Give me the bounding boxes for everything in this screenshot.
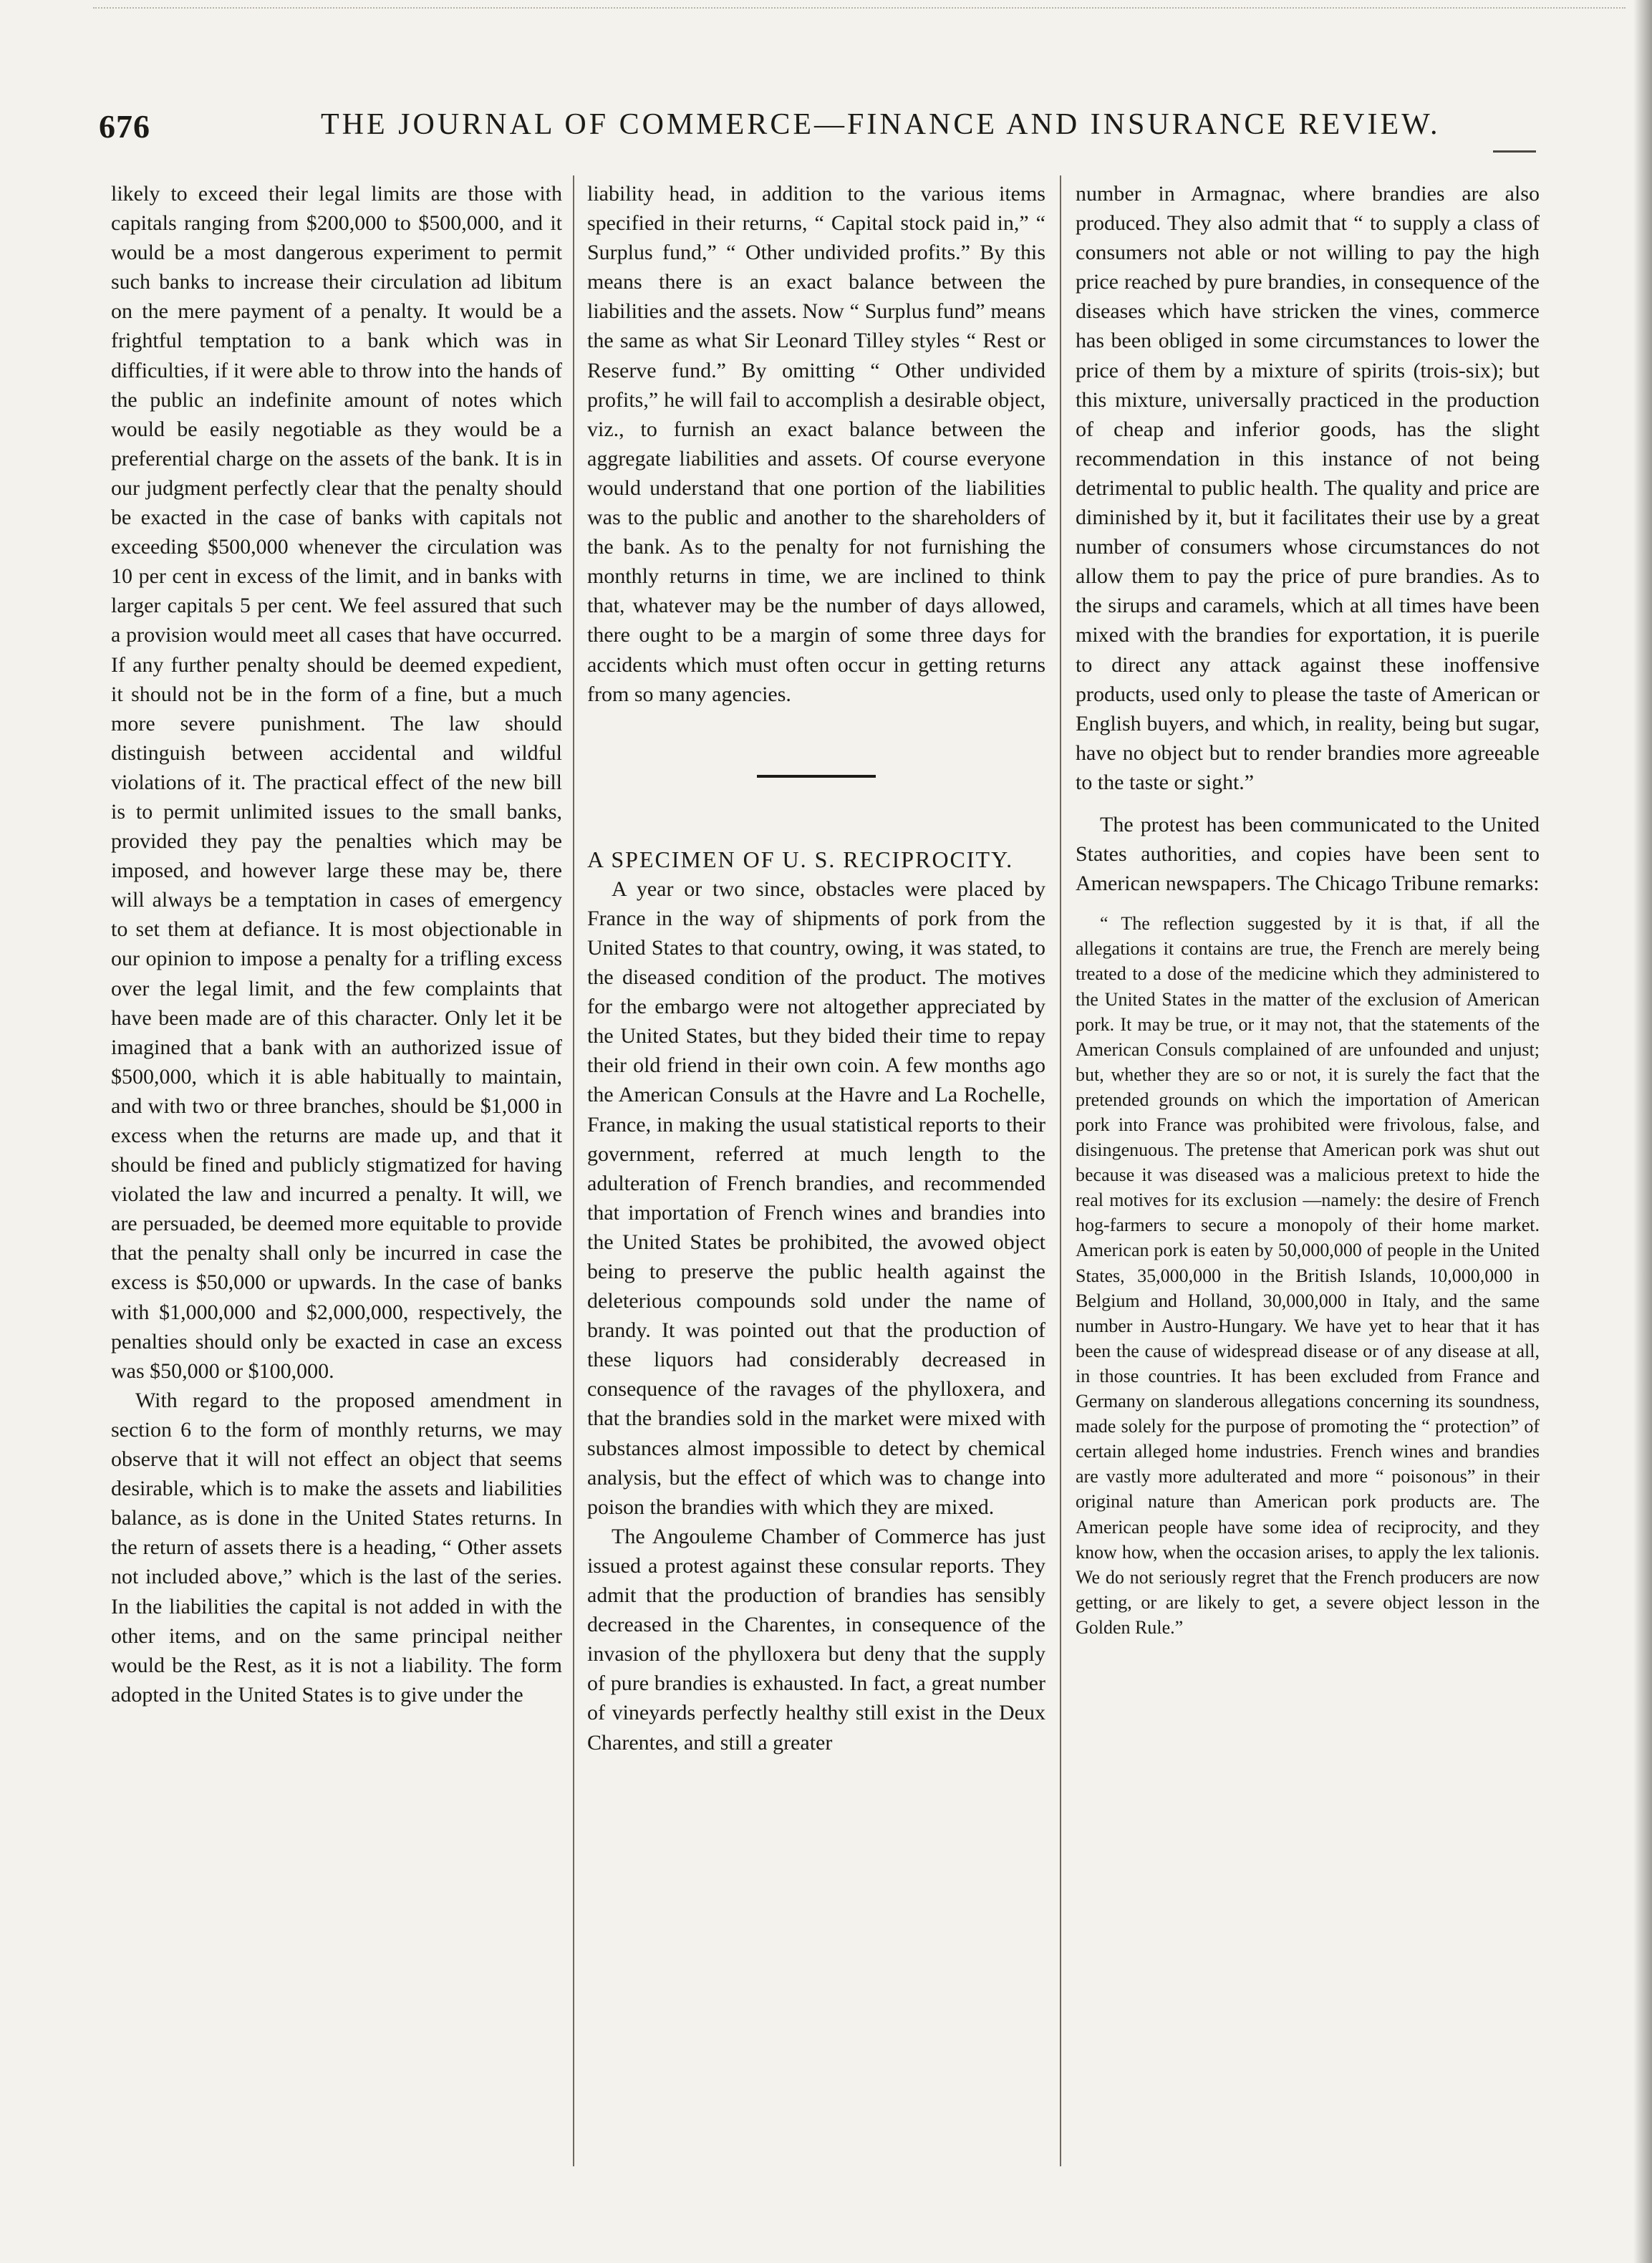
- top-dotted-rule: [93, 7, 1626, 9]
- paragraph: The Angouleme Chamber of Commerce has just issued a protest against these consular reports. They admit that the production of brandies has sensibly decreased in the Charentes, in consequence of the invasion of the phylloxera but deny that the supply of pure brandies is exhausted. In fact, a great number of vineyards perfectly healthy still exist in the Deux Charentes, and still a greater: [587, 1524, 1045, 1755]
- column-3: [1076, 179, 1540, 1640]
- block-quote: [1076, 911, 1540, 1640]
- quote-paragraph: “ The reflection suggested by it is that, if all the allegations it contains are true, the French are merely being treated to a dose of the medicine which they administered to the United States in the matter of the exclusion of American pork. It may be true, or it may not, that the statements of the American Consuls complained of are unfounded and unjust; but, whether they are so or not, it is surely the fact that the pretended grounds on which the importation of American pork into France was prohibited were frivolous, false, and disingenuous. The pretense that American pork was shut out because it was diseased was a malicious pretext to hide the real motives for its exclusion —namely: the desire of French hog-farmers to secure a monopoly of their home market. American pork is eaten by 50,000,000 of people in the United States, 35,000,000 in the British Islands, 10,000,000 in Belgium and Holland, 30,000,000 in Italy, and the same number in Austro-Hungary. We have yet to hear that it has been the cause of widespread disease or of any disease at all, in those countries. It has been excluded from France and Germany on slanderous allegations concerning its soundness, made solely for the purpose of promoting the “ protection” of certain alleged home industries. French wines and brandies are vastly more adulterated and more “ poisonous” in their original nature than American pork products are. The American people have some idea of reciprocity, and they know how, when the occasion arises, to apply the lex talionis. We do not seriously regret that the French producers are now getting, or are likely to get, a severe object lesson in the Golden Rule.”: [1076, 913, 1540, 1638]
- column-divider: [1060, 175, 1061, 2166]
- paragraph: liability head, in addition to the various items specified in their returns, “ Capital stock paid in,” “ Surplus fund,” “ Other undivided profits.” By this means there is an exact balance between the liabilities and the assets. Now “ Surplus fund” means the same as what Sir Leonard Tilley styles “ Rest or Reserve fund.” By omitting “ Other undivided profits,” he will fail to accomplish a desirable object, viz., to furnish an exact balance between the aggregate liabilities and assets. Of course everyone would understand that one portion of the liabilities was to the public and another to the shareholders of the bank. As to the penalty for not furnishing the monthly returns in time, we are inclined to think that, whatever may be the number of days allowed, there ought to be a margin of some three days for accidents which must often occur in getting returns from so many agencies.: [587, 182, 1045, 706]
- journal-title: THE JOURNAL OF COMMERCE—FINANCE AND INSURANCE REVIEW.: [321, 108, 1441, 141]
- page-number: 676: [99, 108, 150, 145]
- section-heading: A SPECIMEN OF U. S. RECIPROCITY.: [587, 846, 1014, 872]
- paragraph: number in Armagnac, where brandies are also produced. They also admit that “ to supply a class of consumers not able or not willing to pay the high price reached by pure brandies, in consequence of the diseases which have stricken the vines, commerce has been obliged in some circumstances to lower the price of them by a mixture of spirits (trois-six); but this mixture, universally practiced in the production of cheap and inferior goods, has the slight recommendation in this instance of not being detrimental to public health. The quality and price are diminished by it, but it facilitates their use by a great number of consumers whose circumstances do not allow them to pay the price of pure brandies. As to the sirups and caramels, which at all times have been mixed with the brandies for exportation, it is puerile to direct any attack against these inoffensive products, used only to please the taste of American or English buyers, and which, in reality, being but sugar, have no object but to render brandies more agreeable to the taste or sight.”: [1076, 182, 1540, 794]
- section-separator: [757, 775, 876, 778]
- page-edge-shadow: [1633, 0, 1652, 2263]
- page-header: [99, 107, 1595, 165]
- header-rule: [1493, 150, 1536, 153]
- column-2: [587, 179, 1045, 1757]
- paragraph: With regard to the proposed amendment in section 6 to the form of monthly returns, we may observe that it will not effect an object that seems desirable, which is to make the assets and liabilities balance, as is done in the United States returns. In the return of assets there is a heading, “ Other assets not included above,” which is the last of the series. In the liabilities the capital is not added in with the other items, and on the same principal neither would be the Rest, as it is not a liability. The form adopted in the United States is to give under the: [111, 1388, 562, 1707]
- paragraph: likely to exceed their legal limits are those with capitals ranging from $200,000 to $500,000, and it would be a most dangerous experiment to permit such banks to increase their circulation ad libitum on the mere payment of a penalty. It would be a frightful temptation to a bank which was in difficulties, if it were able to throw into the hands of the public an indefinite amount of notes which would be easily negotiable as they would be a preferential charge on the assets of the bank. It is in our judgment perfectly clear that the penalty should be exacted in the case of banks with capitals not exceeding $500,000 whenever the circulation was 10 per cent in excess of the limit, and in banks with larger capitals 5 per cent. We feel assured that such a provision would meet all cases that have occurred. If any further penalty should be deemed expedient, it should not be in the form of a fine, but a much more severe punishment. The law should distinguish between accidental and wildful violations of it. The practical effect of the new bill is to permit unlimited issues to the small banks, provided they pay the penalties which may be imposed, and however large these may be, there will always be a temptation in cases of emergency to set them at defiance. It is most objectionable in our opinion to impose a penalty for a trifling excess over the legal limit, and the few complaints that have been made are of this character. Only let it be imagined that a bank with an authorized issue of $500,000, which it is able habitually to maintain, and with two or three branches, should be $1,000 in excess when the returns are made up, and that it should be fined and publicly stigmatized for having violated the law and incurred a penalty. It will, we are persuaded, be deemed more equitable to provide that the penalty shall only be incurred in case the excess is $50,000 or upwards. In the case of banks with $1,000,000 and $2,000,000, respectively, the penalties should only be exacted in case an excess was $50,000 or $100,000.: [111, 182, 562, 1383]
- column-1: [111, 179, 562, 1709]
- column-divider: [573, 175, 574, 2166]
- paragraph: A year or two since, obstacles were placed by France in the way of shipments of pork from the United States to that country, owing, it was stated, to the diseased condition of the product. The motives for the embargo were not altogether appreciated by the United States, but they bided their time to repay their old friend in their own coin. A few months ago the American Consuls at the Havre and La Rochelle, France, in making the usual statistical reports to their government, referred at much length to the adulteration of French brandies, and recommended that importation of French wines and brandies into the United States be prohibited, the avowed object being to preserve the public health against the deleterious compounds sold under the name of brandy. It was pointed out that the production of these liquors had considerably decreased in consequence of the ravages of the phylloxera, and that the brandies sold in the market were mixed with substances almost impossible to detect by chemical analysis, but the effect of which was to change into poison the brandies with which they are mixed.: [587, 877, 1045, 1519]
- paragraph: The protest has been communicated to the United States authorities, and copies have been sent to American newspapers. The Chicago Tribune remarks:: [1076, 812, 1540, 896]
